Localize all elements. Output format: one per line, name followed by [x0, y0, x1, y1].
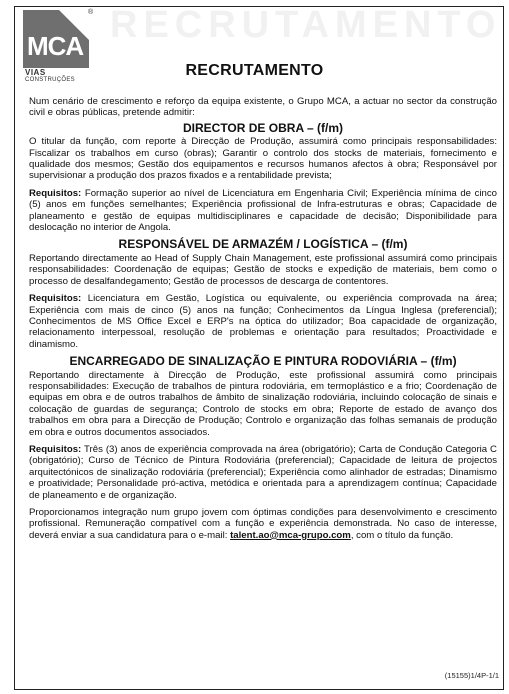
requirements-label: Requisitos: — [29, 443, 82, 455]
job-heading: ENCARREGADO DE SINALIZAÇÃO E PINTURA RODOVIÁRIA – (f/m) — [69, 354, 457, 369]
ad-reference-code: (15155)1/4P-1/1 — [444, 671, 499, 680]
job-heading: DIRECTOR DE OBRA – (f/m) — [182, 120, 343, 135]
background-watermark: RECRUTAMENTO — [110, 4, 502, 46]
job-description: Reportando directamente à Direcção de Produção, este profissional assumirá como principais responsabilidades: Execução de trabalhos de pintura rodoviária, em termoplástico e a frio; Coordenação de equipas em obra e de outros trabalhos de âmbito de sinalização rodoviária, incluindo colocação de sinais e colocação de guardas de segurança; Controlo de stocks em obra; Reporte de estado de avanço dos trabalhos em obra para a Direcção de Produção; Controlo e organização das folhas semanais de produção em obra e outros documentos associados. — [29, 369, 497, 438]
job-responsavel-armazem — [29, 239, 497, 350]
job-director-de-obra — [29, 120, 497, 234]
registered-mark: ® — [88, 9, 94, 16]
job-heading: RESPONSÁVEL DE ARMAZÉM / LOGÍSTICA – (f/m) — [118, 237, 408, 252]
job-requirements — [29, 444, 497, 501]
ad-body — [29, 96, 497, 547]
job-requirements — [29, 293, 497, 350]
contact-email-link[interactable]: talent.ao@mca-grupo.com — [230, 529, 351, 541]
requirements-text: Licenciatura em Gestão, Logística ou equivalente, ou experiência comprovada na área; Experiência com mais de cinco (5) anos na função; Conhecimentos da Língua Inglesa (preferencial); Conhecimentos de MS Office Excel e ERP's na óptica do utilizador; Boa capacidade de organização, relacionamento interpessoal, resolução de problemas e orientação para resultados; Proactividade e dinamismo. — [29, 293, 498, 350]
closing-text: Proporcionamos integração num grupo jovem com óptimas condições para desenvolvimento e crescimento profissional. Remuneração compatível com a função e experiência demonstrada. No caso de interesse, deverá enviar a sua candidatura para o e-mail: — [29, 507, 497, 541]
mca-logo — [23, 10, 89, 68]
closing-paragraph — [29, 507, 497, 541]
job-description: O titular da função, com reporte à Direcção de Produção, assumirá como principais responsabilidades: Fiscalizar os trabalhos em curso (obras); Garantir o controlo dos stocks de materiais, fornecimento e qualidade dos mesmos; Gestão dos equipamentos e recursos humanos afectos à obra; Responsável por supervisionar a produção dos prazos fixados e a rentabilidade prevista; — [29, 136, 497, 182]
requirements-text: Três (3) anos de experiência comprovada na área (obrigatório); Carta de Condução Categoria C (obrigatório); Curso de Técnico de Pintura Rodoviária (preferencial); Capacidade de leitura de projectos arquitectónicos de sinalização rodoviária (preferencial); Experiência como alinhador de estradas; Dinamismo e proatividade; Personalidade pró-activa, metódica e orientada para a aprendizagem contínua; Capacidade de planeamento e de organização. — [29, 443, 497, 501]
job-requirements — [29, 188, 497, 234]
requirements-label: Requisitos: — [29, 293, 82, 305]
logo-line-1: VIAS — [25, 68, 46, 77]
requirements-label: Requisitos: — [29, 187, 82, 199]
closing-suffix: , com o título da função. — [350, 529, 454, 541]
logo-mark: MCA — [27, 31, 84, 61]
logo-line-2: CONSTRUÇÕES — [25, 77, 75, 83]
page-title: RECRUTAMENTO — [185, 62, 324, 79]
requirements-text: Formação superior ao nível de Licenciatura em Engenharia Civil; Experiência mínima de cinco (5) anos em funções semelhantes; Experiência profissional de Infra-estruturas e obras; Capacidade de planeamento e gestão de equipas multidisciplinares e capacidade de decisão; Disponibilidade para deslocação no interior de Angola. — [29, 187, 497, 234]
job-description: Reportando directamente ao Head of Supply Chain Management, este profissional assumirá como principais responsabilidades: Coordenação de equipas; Gestão de stocks e expedição de materiais, bem como o processo de desalfandegamento; Gestão de processos de descarga de contentores. — [29, 252, 497, 287]
intro-paragraph: Num cenário de crescimento e reforço da equipa existente, o Grupo MCA, a actuar no sector da construção civil e obras públicas, pretende admitir: — [29, 96, 497, 119]
job-encarregado-sinalizacao — [29, 356, 497, 501]
